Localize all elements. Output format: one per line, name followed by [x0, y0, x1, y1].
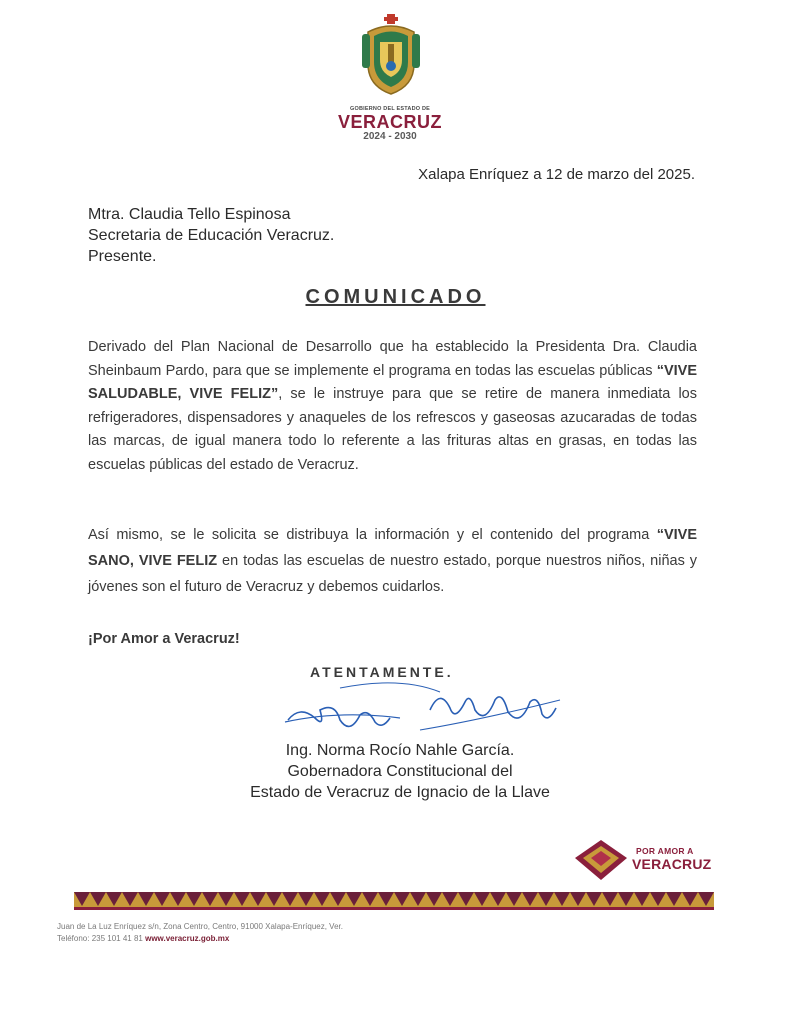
footer-address: Juan de La Luz Enríquez s/n, Zona Centro, Centro, 91000 Xalapa-Enríquez, Ver. — [57, 922, 343, 931]
brand-name: VERACRUZ — [632, 856, 712, 872]
date-line: Xalapa Enríquez a 12 de marzo del 2025. — [418, 166, 695, 183]
recipient-block — [88, 204, 334, 267]
decorative-pattern-band — [74, 892, 714, 910]
government-label: GOBIERNO DEL ESTADO DE — [350, 106, 430, 112]
state-coat-of-arms-icon — [358, 14, 424, 96]
paragraph-2-text-b: en todas las escuelas de nuestro estado, porque nuestros niños, niñas y jóvenes son el futuro de Veracruz y debemos cuidarlos. — [88, 553, 697, 595]
paragraph-2-text-a: Así mismo, se le solicita se distribuya la información y el contenido del programa — [88, 527, 657, 543]
footer-website[interactable]: www.veracruz.gob.mx — [145, 934, 230, 943]
signatory-position: Gobernadora Constitucional del — [287, 763, 513, 780]
closing-slogan: ¡Por Amor a Veracruz! — [88, 631, 240, 647]
body-paragraph-1 — [88, 336, 697, 477]
sign-off: ATENTAMENTE. — [310, 664, 454, 680]
brand-tagline: POR AMOR A — [636, 846, 694, 856]
state-name: VERACRUZ — [337, 112, 442, 132]
program-name-2: “VIVE SANO, VIVE FELIZ — [88, 527, 697, 569]
paragraph-1-text-a: Derivado del Plan Nacional de Desarrollo que ha establecido la Presidenta Dra. Claudia Sheinbaum Pardo, para que se implemente el programa en todas las escuelas públicas — [88, 339, 697, 379]
term-years: 2024 - 2030 — [363, 131, 417, 142]
recipient-name: Mtra. Claudia Tello Espinosa — [88, 206, 291, 223]
footer-phone: Teléfono: 235 101 41 81 — [57, 934, 143, 943]
recipient-greeting: Presente. — [88, 248, 157, 265]
signatory-state: Estado de Veracruz de Ignacio de la Llave — [250, 784, 550, 801]
recipient-title: Secretaria de Educación Veracruz. — [88, 227, 335, 244]
footer-contact — [57, 934, 229, 943]
program-name-1: “VIVE SALUDABLE, VIVE FELIZ” — [88, 362, 697, 402]
signatory-name: Ing. Norma Rocío Nahle García. — [285, 742, 515, 759]
body-paragraph-2 — [88, 522, 697, 600]
signatory-block — [200, 740, 600, 803]
document-heading: COMUNICADO — [305, 286, 486, 308]
paragraph-1-text-b: , se le instruye para que se retire de manera inmediata los refrigeradores, dispensadores y anaqueles de los refrescos y gaseosas azucaradas de todas las marcas, de igual manera todo lo referente a las frituras altas en grasas, en todas las escuelas públicas del estado de Veracruz. — [88, 386, 697, 473]
